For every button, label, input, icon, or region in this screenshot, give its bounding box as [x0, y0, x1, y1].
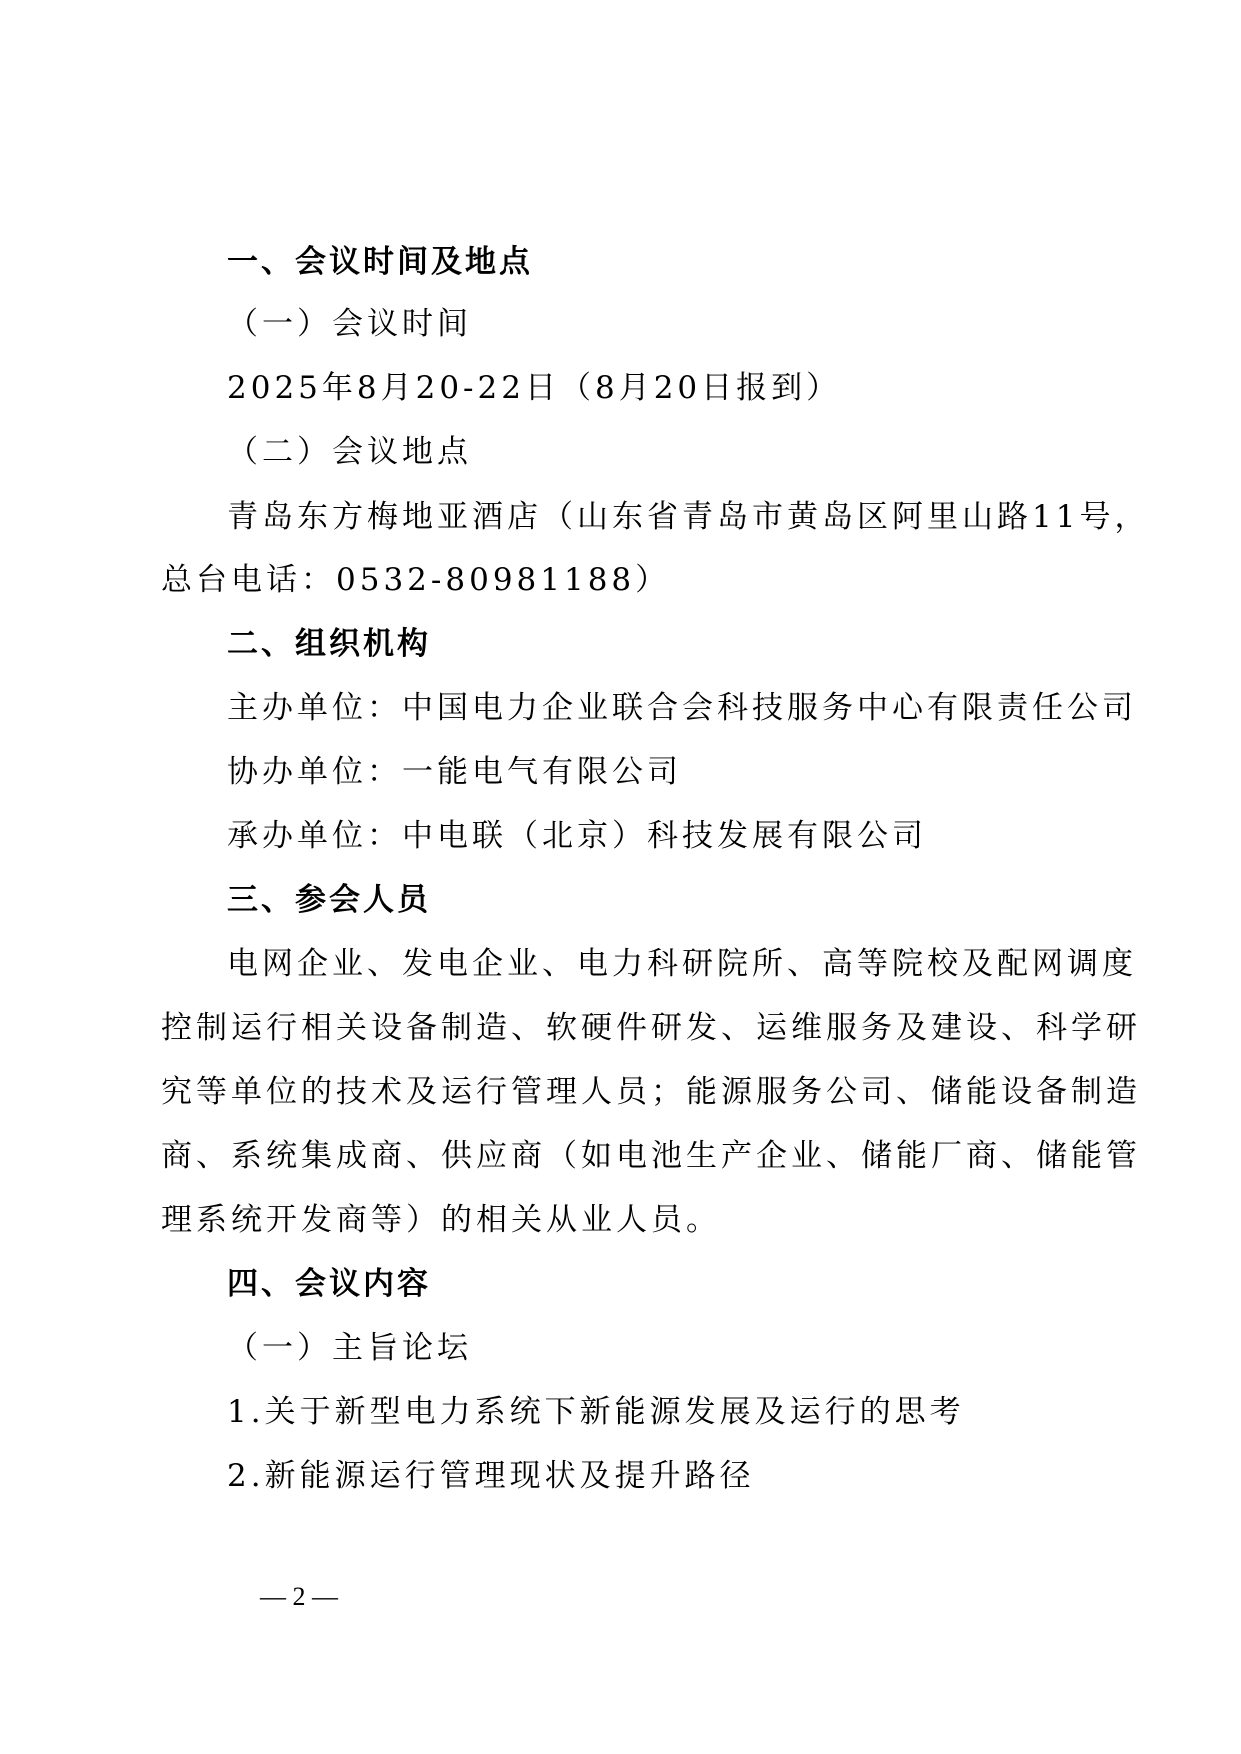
participants-line-5: 理系统开发商等）的相关从业人员。: [161, 1202, 721, 1238]
page-number: — 2 —: [260, 1582, 338, 1611]
meeting-time-text: 2025年8月20-22日（8月20日报到）: [227, 370, 842, 406]
host-unit-text: 主办单位：中国电力企业联合会科技服务中心有限责任公司: [227, 690, 1137, 726]
content-item-1: 1.关于新型电力系统下新能源发展及运行的思考: [227, 1394, 965, 1430]
venue-text-line-1: 青岛东方梅地亚酒店（山东省青岛市黄岛区阿里山路11号，: [227, 499, 1150, 535]
subheading-keynote-forum: （一）主旨论坛: [227, 1330, 472, 1366]
participants-line-3: 究等单位的技术及运行管理人员；能源服务公司、储能设备制造: [161, 1074, 1141, 1110]
venue-text-line-2: 总台电话：0532-80981188）: [161, 562, 671, 598]
co-host-unit-text: 协办单位：一能电气有限公司: [227, 754, 682, 790]
subheading-meeting-time: （一）会议时间: [227, 306, 472, 342]
section-heading-organization: 二、组织机构: [227, 626, 431, 662]
participants-line-2: 控制运行相关设备制造、软硬件研发、运维服务及建设、科学研: [161, 1010, 1141, 1046]
section-heading-meeting-time-place: 一、会议时间及地点: [227, 244, 533, 280]
organizer-unit-text: 承办单位：中电联（北京）科技发展有限公司: [227, 818, 927, 854]
section-heading-participants: 三、参会人员: [227, 882, 431, 918]
subheading-meeting-venue: （二）会议地点: [227, 434, 472, 470]
participants-line-4: 商、系统集成商、供应商（如电池生产企业、储能厂商、储能管: [161, 1138, 1141, 1174]
section-heading-meeting-content: 四、会议内容: [227, 1266, 431, 1302]
participants-line-1: 电网企业、发电企业、电力科研院所、高等院校及配网调度: [227, 946, 1137, 982]
content-item-2: 2.新能源运行管理现状及提升路径: [227, 1458, 755, 1494]
